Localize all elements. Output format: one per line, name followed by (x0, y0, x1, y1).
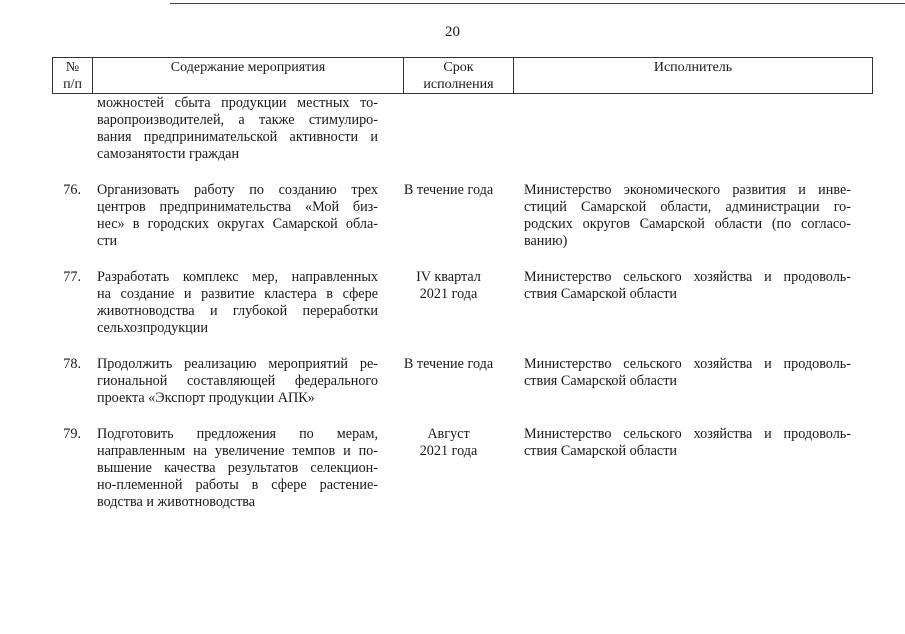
header-content-label: Содержание мероприятия (170, 60, 326, 75)
row-term (396, 182, 501, 199)
header-content-cell (93, 58, 404, 94)
text-line: В течение года (403, 182, 494, 198)
row-executor (524, 182, 851, 250)
header-term-line: Срок (443, 60, 474, 75)
text-line: Министерство экономического развития и инве- (524, 182, 851, 198)
row-number: 76. (63, 182, 81, 198)
text-line: ванию) (524, 233, 568, 249)
header-executor-cell (514, 58, 873, 94)
header-number-cell (53, 58, 93, 94)
text-line: ствия Самарской области (524, 373, 678, 389)
row-content (97, 356, 378, 407)
row-term (396, 356, 501, 373)
text-line: Министерство сельского хозяйства и продоволь- (524, 426, 851, 442)
row-term (396, 426, 501, 460)
row-number: 79. (63, 426, 81, 442)
header-term-cell (404, 58, 514, 94)
text-line: варопроизводителей, а также стимулиро- (97, 112, 378, 128)
text-line: сти (97, 233, 118, 249)
text-line: ствия Самарской области (524, 286, 678, 302)
text-line: 2021 года (419, 286, 478, 302)
text-line: 2021 года (419, 443, 478, 459)
top-rule (170, 3, 905, 4)
row-executor (524, 426, 851, 460)
table-header (52, 57, 873, 94)
text-line: вания предпринимательской активности и (97, 129, 378, 145)
header-executor-label: Исполнитель (653, 60, 733, 75)
header-number-line: п/п (63, 77, 82, 92)
text-line: водства и животноводства (97, 494, 256, 510)
row-number: 77. (63, 269, 81, 285)
continuation-content (97, 95, 378, 163)
header-term-line: исполнения (423, 77, 494, 92)
text-line: Разработать комплекс мер, направленных (97, 269, 378, 285)
text-line: стиций Самарской области, администрации го- (524, 199, 851, 215)
row-executor (524, 356, 851, 390)
text-line: родских округов Самарской области (по согласо- (524, 216, 851, 232)
text-line: на создание и развитие кластера в сфере (97, 286, 378, 302)
row-content (97, 182, 378, 250)
text-line: самозанятости граждан (97, 146, 240, 162)
row-content (97, 426, 378, 511)
row-term (396, 269, 501, 303)
text-line: ствия Самарской области (524, 443, 678, 459)
text-line: проекта «Экспорт продукции АПК» (97, 390, 315, 406)
text-line: Организовать работу по созданию трех (97, 182, 378, 198)
row-executor (524, 269, 851, 303)
text-line: IV квартал (416, 269, 481, 285)
text-line: животноводства и глубокой переработки (97, 303, 378, 319)
page-number: 20 (445, 24, 460, 40)
text-line: центров предпринимательства «Мой биз- (97, 199, 378, 215)
text-line: направленным на увеличение темпов и по- (97, 443, 378, 459)
text-line: гиональной составляющей федерального (97, 373, 378, 389)
text-line: вышение качества результатов селекцион- (97, 460, 378, 476)
text-line: Министерство сельского хозяйства и продоволь- (524, 269, 851, 285)
text-line: В течение года (403, 356, 494, 372)
row-number: 78. (63, 356, 81, 372)
header-number-line: № (65, 60, 80, 75)
text-line: нес» в городских округах Самарской обла- (97, 216, 378, 232)
row-content (97, 269, 378, 337)
text-line: сельхозпродукции (97, 320, 208, 336)
text-line: Подготовить предложения по мерам, (97, 426, 378, 442)
text-line: можностей сбыта продукции местных то- (97, 95, 378, 111)
text-line: Август (427, 426, 470, 442)
text-line: но-племенной работы в сфере растение- (97, 477, 378, 493)
text-line: Продолжить реализацию мероприятий ре- (97, 356, 378, 372)
text-line: Министерство сельского хозяйства и продоволь- (524, 356, 851, 372)
